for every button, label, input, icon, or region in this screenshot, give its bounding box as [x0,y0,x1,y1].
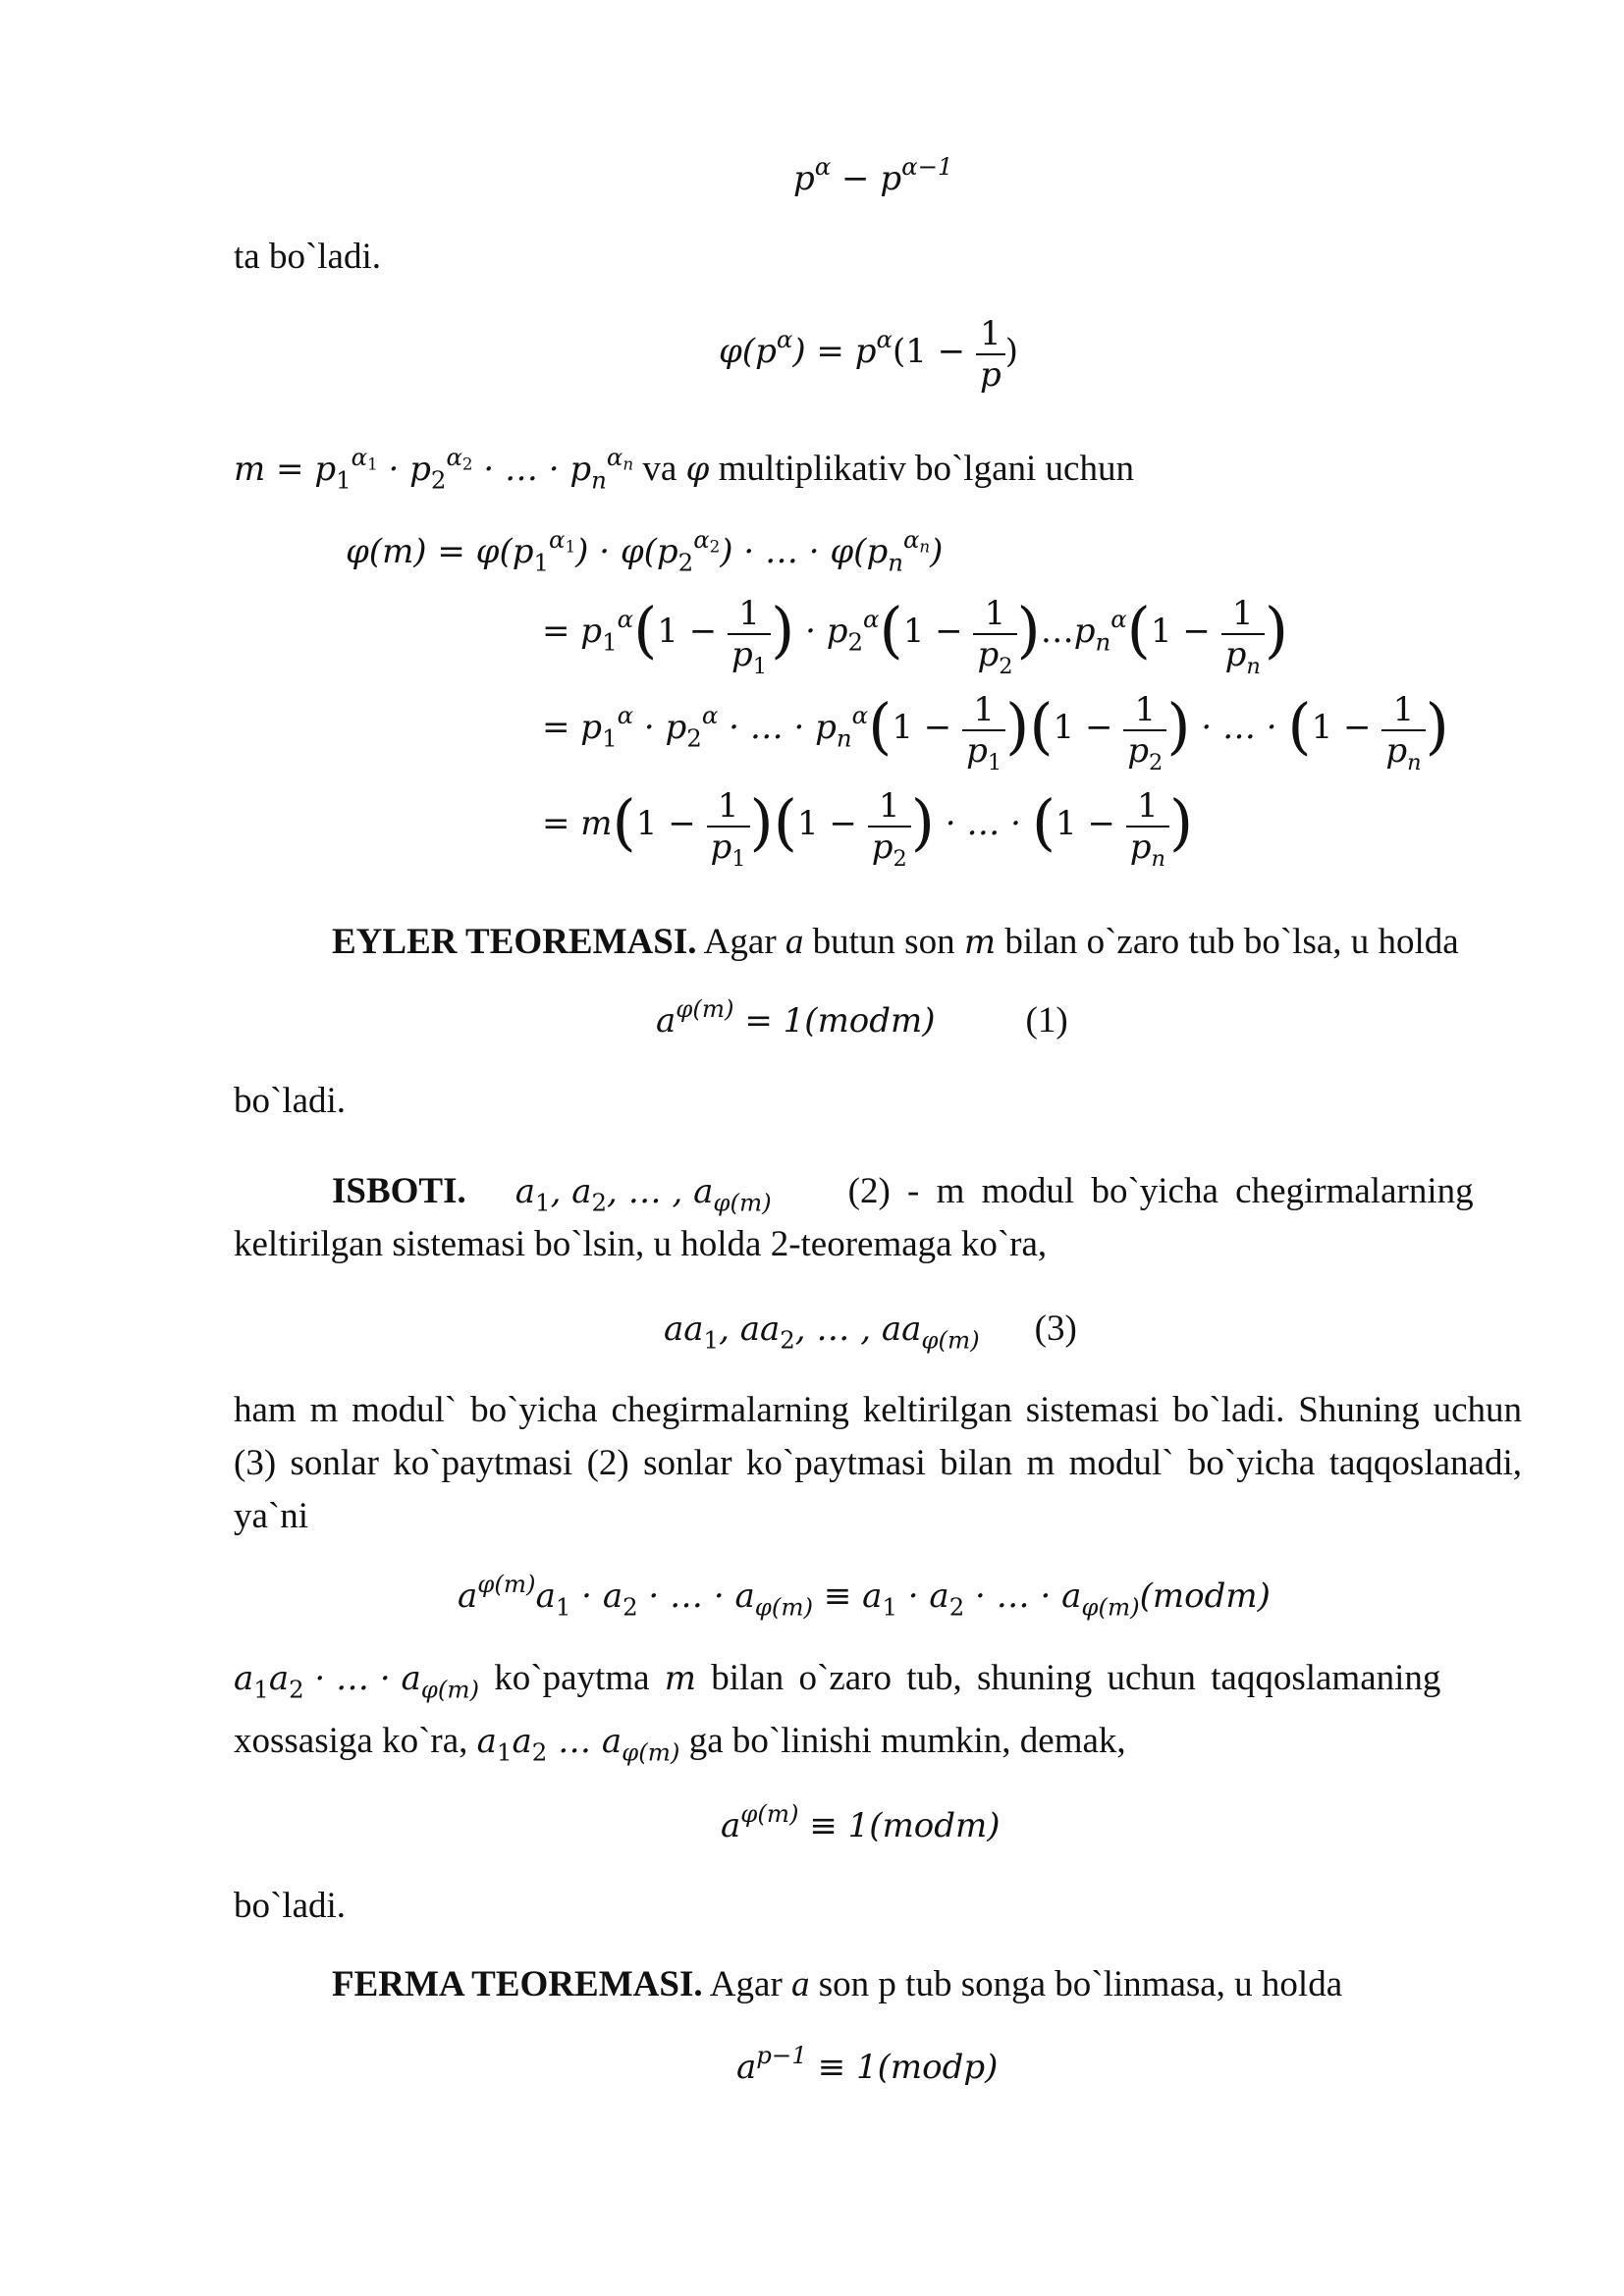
equation-fermat: $a^{p-1}$ ≡ 1(modp) [736,2040,999,2087]
fermat-theorem-statement: FERMA TEOREMASI. Agar a son p tub songa bo`linmasa, u holda [332,1964,1343,2004]
paragraph-product-line-1: $a_1a_2$ · … · $a_{\varphi(m)}$ ko`paytma m bilan o`zaro tub, shuning uchun taqqoslamaning [234,1658,1441,1704]
line-m-factorization: $m = p_1^{\alpha 1} \cdot p_2^{\alpha 2}$ · … · $p_n^{\alpha n}$ va φ multiplikativ bo`lgani uchun [234,442,1134,495]
fraction: $\frac{1}{p_2}$ [868,786,911,867]
proof-line-2: keltirilgan sistemasi bo`lsin, u holda 2-teoremaga ko`ra, [234,1224,1048,1264]
paragraph-product-line-2: xossasiga ko`ra, $a_1a_2$ … $a_{\varphi(m)}$ ga bo`linishi mumkin, demak, [234,1721,1126,1767]
fraction: $\frac{1}{p_1}$ [962,690,1005,771]
euler-theorem-statement: EYLER TEOREMASI. Agar a butun son m bilan o`zaro tub bo`lsa, u holda [332,922,1459,962]
proof-line-1: ISBOTI. $a_1$, $a_2$, … , $a_{\varphi(m)}$ (2) - m modul bo`yicha chegirmalarning [332,1171,1474,1217]
text-ta-boladi: ta bo`ladi. [234,237,382,277]
equation-number: (3) [1034,1308,1077,1349]
text-boladi-1: bo`ladi. [234,1081,347,1121]
derivation-line-3: = $p_1^\alpha \cdot p_2^\alpha$ · … · $p_n^\alpha(1$ − $\frac{1}{p_1}$ )(1 − $\frac{1}{p_2}$ ) · … · (1 − $\frac{1}{p_n}$ ) [542,689,1449,775]
derivation-line-1: $\varphi(m) = \varphi(p_1^{\alpha 1}) \cdot \varphi(p_2^{\alpha 2})$ · … · $\varphi(p_n^{\alpha n})$ [346,524,944,577]
equation-congruence: $a^{\varphi(m)}a_1 \cdot a_2$ · … · $a_{\varphi(m)} \equiv a_1 \cdot a_2$ · … · $a_{\varphi(m)}(modm)$ [458,1569,1271,1622]
derivation-line-4: = m(1 − $\frac{1}{p_1}$ )(1 − $\frac{1}{p_2}$ ) · … · (1 − $\frac{1}{p_n}$ ) [542,785,1194,872]
fraction: $\frac{1}{p_1}$ [707,786,750,867]
fraction: $\frac{1}{p_2}$ [973,594,1016,674]
equation-3: $aa_1$, $aa_2$, … , $aa_{\varphi(m)}$ (3) [664,1308,1077,1355]
fraction: $\frac{1}{p_n}$ [1126,786,1169,867]
equation-result: $a^{\varphi(m)}$ ≡ 1(modm) [721,1798,1001,1845]
euler-heading: EYLER TEOREMASI. [332,922,697,962]
fermat-heading: FERMA TEOREMASI. [332,1964,703,2004]
text-boladi-2: bo`ladi. [234,1886,347,1926]
derivation-line-2: = $p_1^\alpha(1$ − $\frac{1}{p_1}$ ) · $p_2^\alpha(1$ − $\frac{1}{p_2}$ )$\dots p_n^\alpha(1$ − $\frac{1}{p_n}$ ) [542,593,1289,679]
fraction: $\frac{1}{p_n}$ [1381,690,1425,771]
fraction: $\frac{1}{p_1}$ [728,594,771,674]
equation-number: (1) [1025,1000,1068,1041]
fraction: $\frac{1}{p}$ [976,314,1005,395]
fraction: $\frac{1}{p_n}$ [1221,594,1265,674]
equation-phi-prime-power: $\varphi(p^\alpha) = p^\alpha(1$ − $\frac{1}{p}$ ) [719,313,1018,395]
proof-heading: ISBOTI. [332,1171,466,1211]
equation-1: $a^{\varphi(m)}$ = 1(modm) (1) [656,993,1068,1041]
equation-top: $p^\alpha - p^{\alpha-1}$ [793,151,953,198]
fraction: $\frac{1}{p_2}$ [1123,690,1166,771]
paragraph-ham: ham m modul` bo`yicha chegirmalarning keltirilgan sistemasi bo`ladi. Shuning uchun (3) sonlar ko`paytmasi (2) sonlar ko`paytmasi bilan m modul` bo`yicha taqqoslanadi, ya`ni [234,1390,1522,1536]
